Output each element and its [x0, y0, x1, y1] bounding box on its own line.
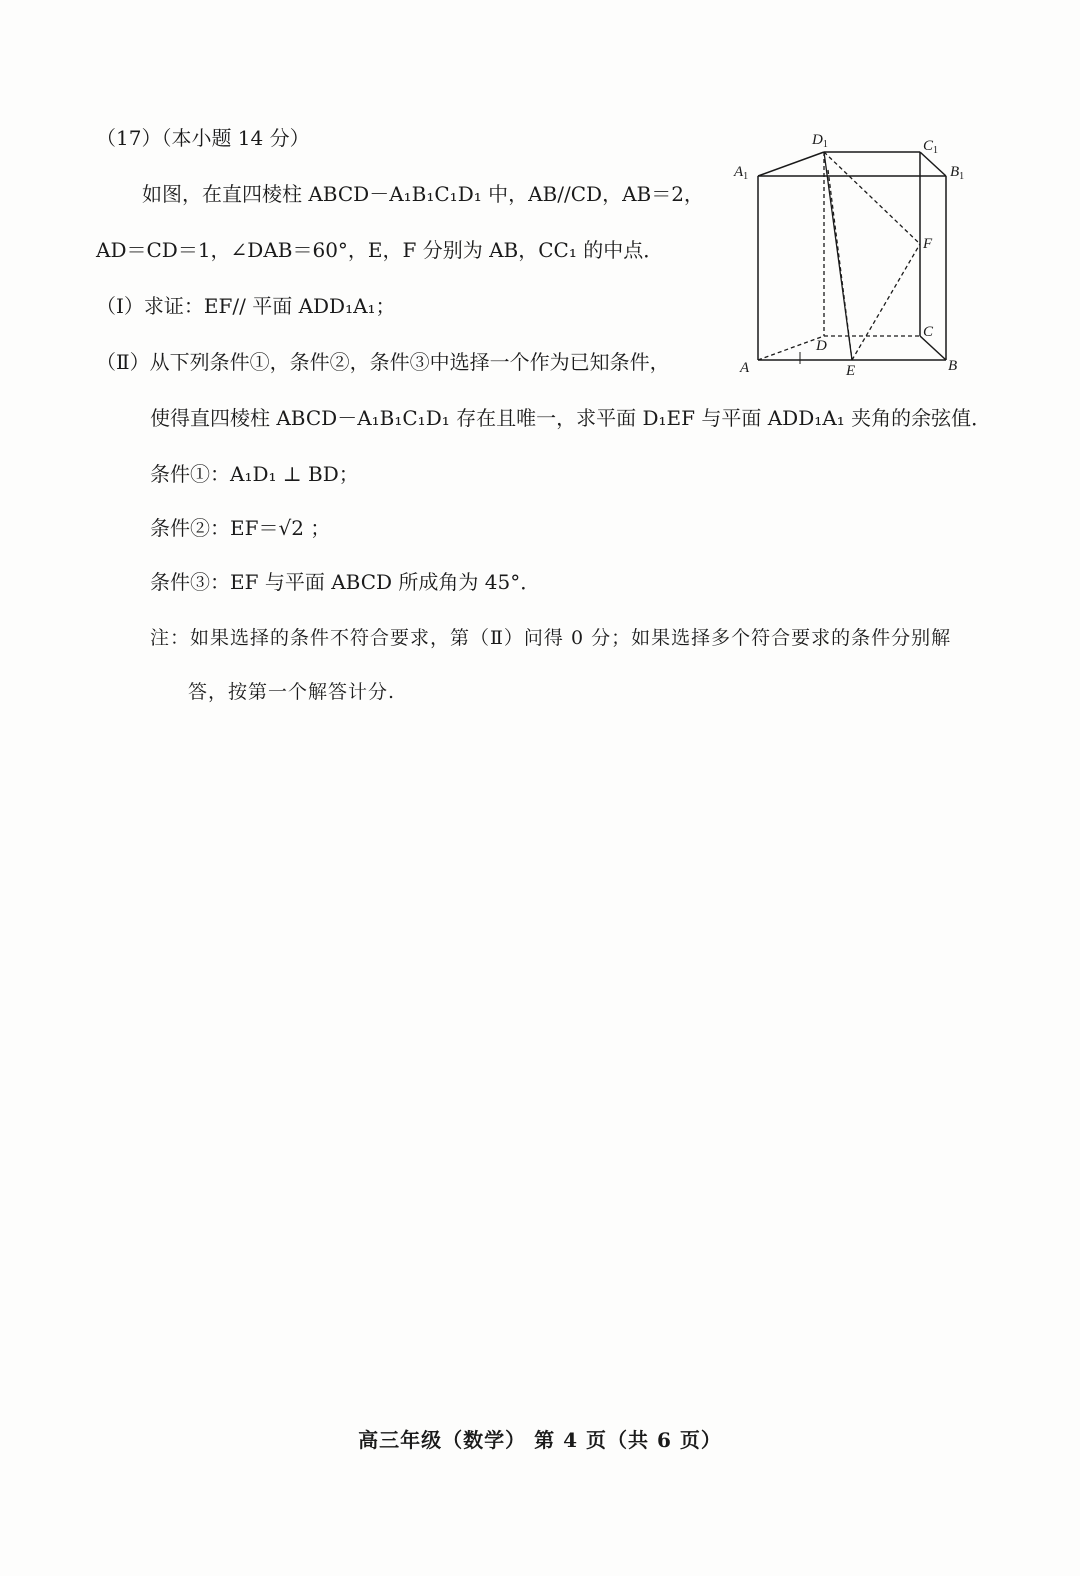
problem-header: （17）（本小题 14 分）	[96, 126, 310, 150]
label-D1: $D_1$	[812, 132, 828, 150]
label-E: E	[846, 363, 856, 379]
segment-D1-E-solid	[824, 152, 852, 360]
label-F: F	[923, 236, 933, 252]
label-B: B	[948, 358, 958, 374]
problem-intro-line-2: AD＝CD＝1，∠DAB＝60°，E，F 分别为 AB，CC₁ 的中点．	[96, 238, 664, 262]
label-D: D	[816, 338, 827, 354]
condition-2: 条件②：EF＝√2 ；	[150, 516, 331, 540]
edge-A-D-hidden	[758, 336, 824, 360]
note-line-2: 答，按第一个解答计分.	[188, 681, 396, 703]
part-2-text-line-2: 使得直四棱柱 ABCD－A₁B₁C₁D₁ 存在且唯一，求平面 D₁EF 与平面 ADD₁A₁ 夹角的余弦值．	[150, 406, 992, 430]
label-C: C	[923, 324, 934, 340]
note-line-1: 注：如果选择的条件不符合要求，第（Ⅱ）问得 0 分；如果选择多个符合要求的条件分别解	[150, 627, 952, 649]
label-A: A	[740, 360, 750, 376]
part-2-text-line-1: （Ⅱ）从下列条件①，条件②，条件③中选择一个作为已知条件，	[96, 350, 670, 374]
prism-figure	[728, 124, 978, 384]
part-1-text: （Ⅰ）求证：EF// 平面 ADD₁A₁；	[96, 294, 396, 318]
condition-3: 条件③：EF 与平面 ABCD 所成角为 45°．	[150, 570, 541, 594]
segment-E-F	[852, 244, 920, 360]
label-A1: $A_1$	[734, 164, 749, 182]
label-B1: $B_1$	[950, 164, 965, 182]
problem-intro-line-1: 如图，在直四棱柱 ABCD－A₁B₁C₁D₁ 中，AB//CD，AB＝2，	[142, 182, 704, 206]
condition-1: 条件①：A₁D₁ ⊥ BD；	[150, 462, 359, 486]
page-footer: 高三年级（数学） 第 4 页（共 6 页）	[358, 1428, 722, 1452]
segment-D1-F	[824, 152, 920, 244]
edge-A1-D1	[758, 152, 824, 176]
label-C1: $C_1$	[923, 138, 939, 156]
